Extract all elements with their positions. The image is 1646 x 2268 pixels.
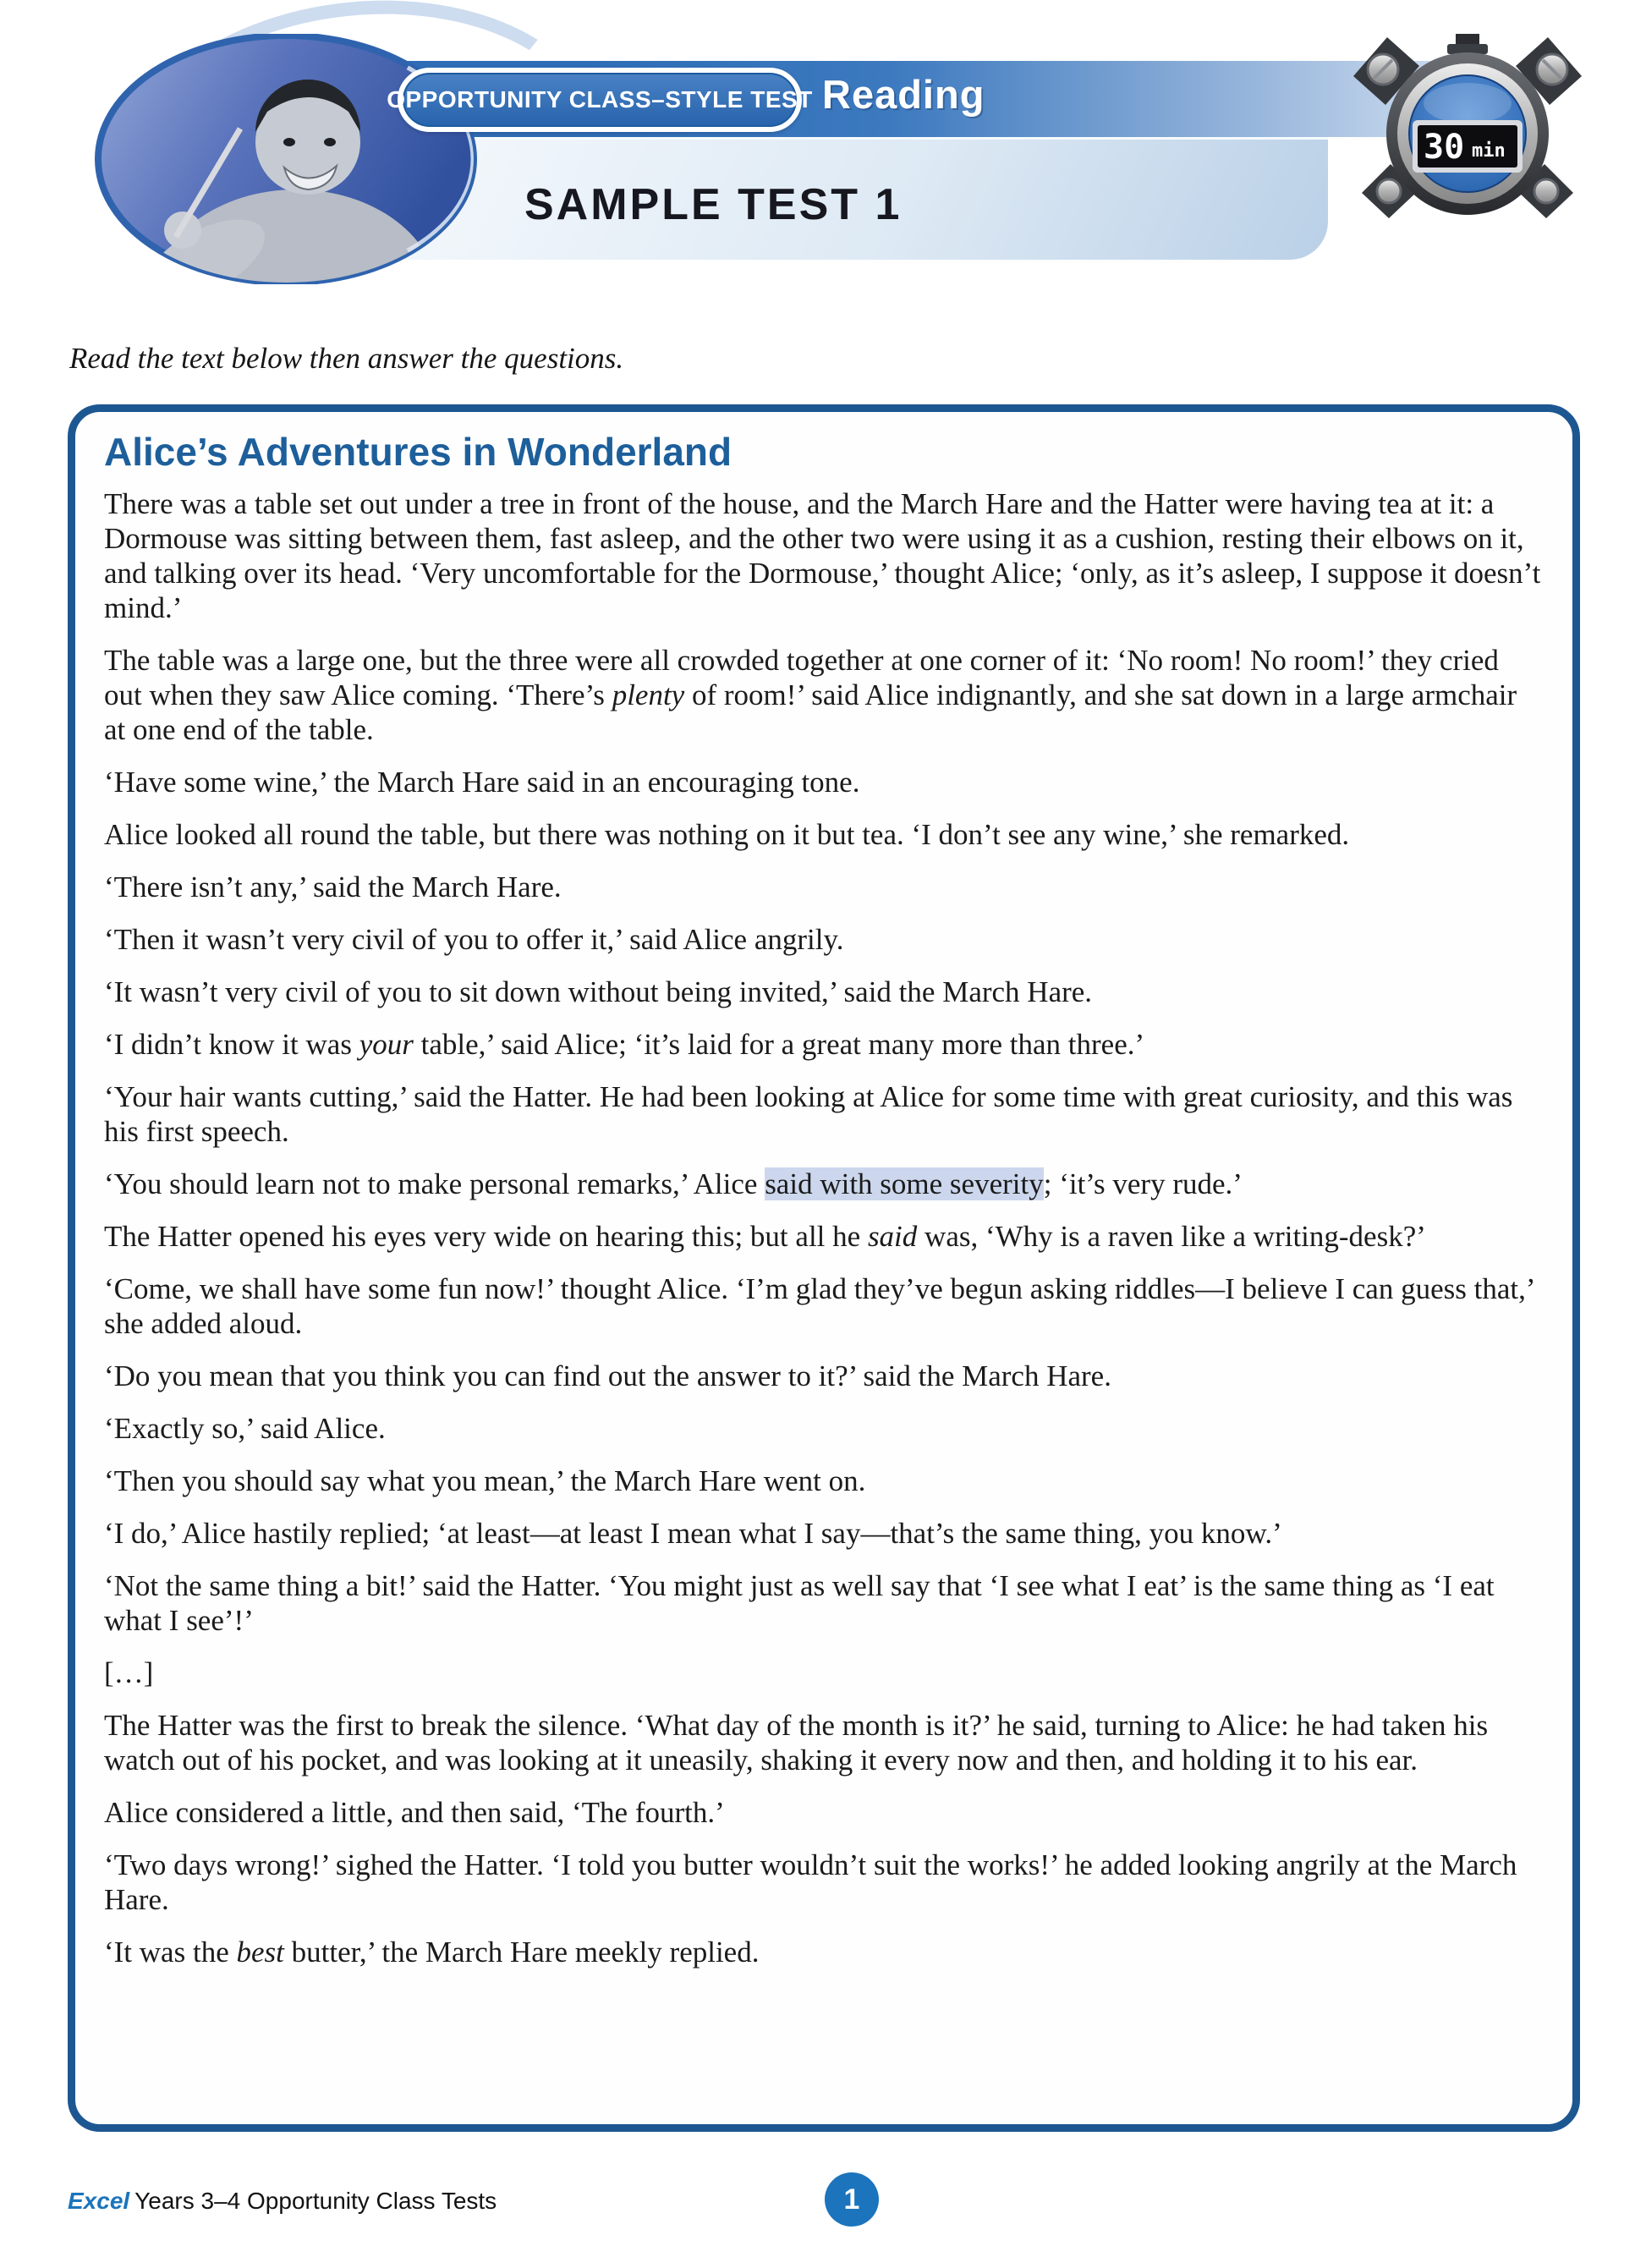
highlighted-phrase: said with some severity [765, 1167, 1044, 1200]
test-type-label: OPPORTUNITY CLASS–STYLE TEST [387, 86, 813, 113]
passage-paragraphs [104, 486, 1544, 1969]
timer-icon [1336, 25, 1599, 222]
text-run: of room!’ said Alice indignantly, and she sat down in a large armchair at one end of the table. [104, 678, 1517, 746]
passage-paragraph [104, 1271, 1544, 1341]
passage-paragraph [104, 1027, 1544, 1062]
text-run: ‘Then it wasn’t very civil of you to offer it,’ said Alice angrily. [104, 923, 844, 956]
passage-paragraph [104, 765, 1544, 799]
passage-box [68, 404, 1580, 2132]
text-run: ‘Two days wrong!’ sighed the Hatter. ‘I told you butter wouldn’t suit the works!’ he added looking angrily at the March Hare. [104, 1848, 1517, 1916]
instruction-text: Read the text below then answer the questions. [69, 342, 624, 375]
passage-paragraph [104, 1411, 1544, 1446]
text-run: ‘Exactly so,’ said Alice. [104, 1412, 386, 1445]
text-run: The Hatter opened his eyes very wide on hearing this; but all he [104, 1220, 868, 1253]
passage-paragraph [104, 1848, 1544, 1917]
text-run: butter,’ the March Hare meekly replied. [283, 1936, 760, 1969]
passage-paragraph [104, 1935, 1544, 1969]
passage-paragraph [104, 643, 1544, 747]
passage-paragraph [104, 1568, 1544, 1638]
text-run: plenty [612, 678, 685, 711]
passage-paragraph [104, 1167, 1544, 1201]
passage-paragraph [104, 1656, 1544, 1690]
timer-minutes: 30 [1424, 128, 1465, 167]
text-run: was, ‘Why is a raven like a writing-desk?’ [917, 1220, 1426, 1253]
passage-paragraph [104, 486, 1544, 625]
passage-paragraph [104, 1463, 1544, 1498]
series-credit [68, 2188, 497, 2215]
timer-lcd [1413, 120, 1523, 173]
passage-title: Alice’s Adventures in Wonderland [104, 430, 732, 474]
text-run: ‘Your hair wants cutting,’ said the Hatter. He had been looking at Alice for some time with great curiosity, and this was his first speech. [104, 1080, 1513, 1148]
text-run: ‘There isn’t any,’ said the March Hare. [104, 870, 562, 903]
text-run: ‘It was the [104, 1936, 237, 1969]
text-run: ‘It wasn’t very civil of you to sit down without being invited,’ said the March Hare. [104, 975, 1093, 1008]
excel-logo: Excel [68, 2188, 130, 2214]
text-run: best [236, 1936, 284, 1969]
text-run: Alice considered a little, and then said, ‘The fourth.’ [104, 1796, 725, 1829]
passage-paragraph [104, 1795, 1544, 1830]
passage-paragraph [104, 1516, 1544, 1551]
passage-paragraph [104, 1359, 1544, 1393]
text-run: ‘Then you should say what you mean,’ the March Hare went on. [104, 1464, 866, 1497]
text-run: ‘You should learn not to make personal remarks,’ Alice [104, 1167, 765, 1200]
test-type-pill [387, 68, 813, 132]
passage-paragraph [104, 975, 1544, 1009]
text-run: The Hatter was the first to break the silence. ‘What day of the month is it?’ he said, turning to Alice: he had taken his watch out of his pocket, and was looking at it uneasily, shaking it every now and then, and holding it to his ear. [104, 1709, 1489, 1777]
text-run: said [867, 1220, 918, 1253]
test-title: SAMPLE TEST 1 [524, 180, 903, 229]
text-run: ‘I do,’ Alice hastily replied; ‘at least—at least I mean what I say—that’s the same thing, you know.’ [104, 1517, 1282, 1550]
text-run: […] [104, 1656, 154, 1689]
text-run: your [359, 1028, 414, 1061]
passage-paragraph [104, 870, 1544, 904]
passage-paragraph [104, 1219, 1544, 1254]
passage-paragraph [104, 817, 1544, 852]
subject-title: Reading [822, 72, 985, 117]
series-text: Years 3–4 Opportunity Class Tests [134, 2188, 497, 2214]
text-run: table,’ said Alice; ‘it’s laid for a great many more than three.’ [413, 1028, 1145, 1061]
text-run: ‘Have some wine,’ the March Hare said in an encouraging tone. [104, 766, 860, 799]
text-run: ‘Not the same thing a bit!’ said the Hatter. ‘You might just as well say that ‘I see what I eat’ is the same thing as ‘I eat what I see’!’ [104, 1569, 1495, 1637]
passage-paragraph [104, 1708, 1544, 1777]
text-run: ‘Do you mean that you think you can find out the answer to it?’ said the March Hare. [104, 1359, 1111, 1392]
timer-unit: min [1472, 140, 1506, 162]
passage-paragraph [104, 922, 1544, 957]
text-run: ‘I didn’t know it was [104, 1028, 359, 1061]
passage-paragraph [104, 1079, 1544, 1149]
text-run: There was a table set out under a tree in front of the house, and the March Hare and the Hatter were having tea at it: a Dormouse was sitting between them, fast asleep, and the other two were using it as a cushion, resting their elbows on it, and talking over its head. ‘Very uncomfortable for the Dormouse,’ thought Alice; ‘only, as it’s asleep, I suppose it doesn’t mind.’ [104, 487, 1541, 624]
text-run: Alice looked all round the table, but there was nothing on it but tea. ‘I don’t see any wine,’ she remarked. [104, 818, 1350, 851]
text-run: ‘Come, we shall have some fun now!’ thought Alice. ‘I’m glad they’ve begun asking riddles—I believe I can guess that,’ she added aloud. [104, 1272, 1534, 1340]
text-run: The table was a large one, but the three were all crowded together at one corner of it: ‘No room! No room!’ they cried out when they saw Alice coming. ‘There’s [104, 644, 1499, 711]
text-run: ; ‘it’s very rude.’ [1043, 1167, 1243, 1200]
page-number-badge: 1 [825, 2172, 879, 2227]
